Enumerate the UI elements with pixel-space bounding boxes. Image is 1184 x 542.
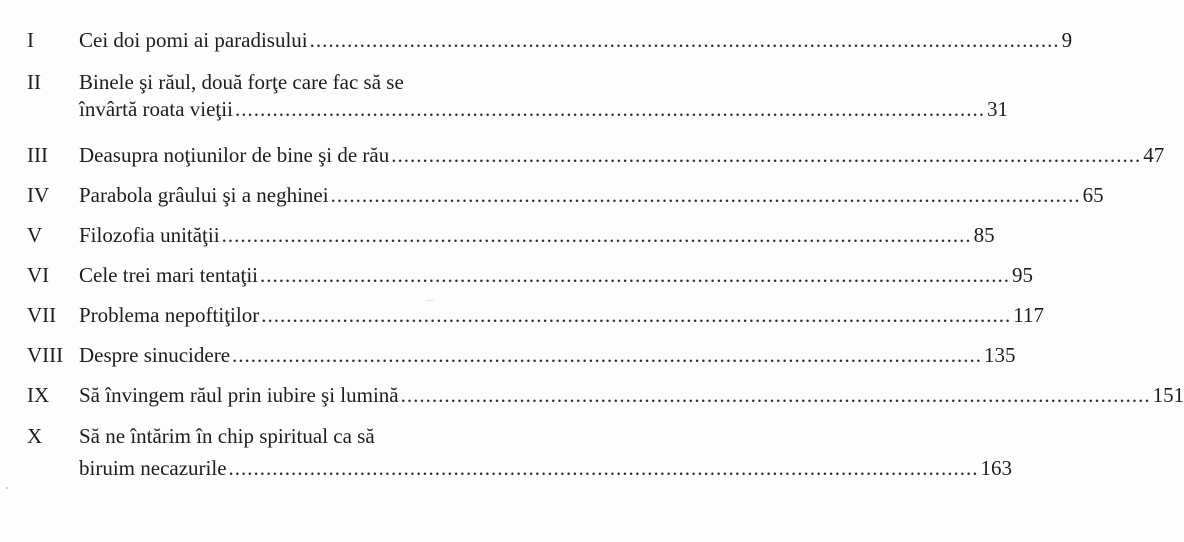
chapter-title: Cei doi pomi ai paradisului <box>79 28 308 52</box>
dot-leader: ........................................................................................................................ <box>234 97 985 121</box>
chapter-title: Filozofia unităţii <box>79 223 220 247</box>
chapter-title: Despre sinucidere <box>79 343 231 367</box>
dot-leader: ........................................................................................................................ <box>232 343 983 367</box>
chapter-title: Cele trei mari tentaţii <box>79 263 259 287</box>
chapter-number: IV <box>27 183 50 207</box>
chapter-number: III <box>27 143 48 167</box>
dot-leader: ........................................................................................................................ <box>400 383 1151 407</box>
paper-speck <box>425 300 435 301</box>
chapter-title: Parabola grâului şi a neghinei <box>79 183 329 207</box>
dot-leader: ........................................................................................................................ <box>221 223 972 247</box>
page-number: 9 <box>1061 28 1073 52</box>
chapter-number: VI <box>27 263 50 287</box>
dot-leader: ........................................................................................................................ <box>309 28 1060 52</box>
chapter-number: VIII <box>27 343 64 367</box>
dot-leader: ........................................................................................................................ <box>330 183 1081 207</box>
chapter-number: IX <box>27 383 50 407</box>
page-number: 151 <box>1152 383 1184 407</box>
page-number: 135 <box>984 343 1016 367</box>
page-number: 95 <box>1012 263 1034 287</box>
chapter-number: V <box>27 223 43 247</box>
chapter-number: II <box>27 70 41 94</box>
chapter-title-continued: învârtă roata vieţii <box>79 97 233 121</box>
chapter-title: Binele şi răul, două forţe care fac să se <box>79 70 404 94</box>
paper-speck <box>6 487 8 489</box>
page-number: 65 <box>1082 183 1104 207</box>
dot-leader: ........................................................................................................................ <box>261 303 1012 327</box>
chapter-title: Problema nepoftiţilor <box>79 303 260 327</box>
page-number: 117 <box>1013 303 1044 327</box>
page-number: 85 <box>973 223 995 247</box>
chapter-number: X <box>27 424 43 448</box>
chapter-title-continued: biruim necazurile <box>79 456 227 480</box>
dot-leader: ........................................................................................................................ <box>391 143 1142 167</box>
dot-leader: ........................................................................................................................ <box>228 456 979 480</box>
page-number: 31 <box>986 97 1008 121</box>
chapter-number: VII <box>27 303 57 327</box>
page-number: 163 <box>980 456 1013 480</box>
dot-leader: ........................................................................................................................ <box>260 263 1011 287</box>
chapter-title: Să învingem răul prin iubire şi lumină <box>79 383 399 407</box>
page-number: 47 <box>1143 143 1165 167</box>
chapter-title: Deasupra noţiunilor de bine şi de rău <box>79 143 390 167</box>
chapter-number: I <box>27 28 34 52</box>
chapter-title: Să ne întărim în chip spiritual ca să <box>79 424 375 448</box>
